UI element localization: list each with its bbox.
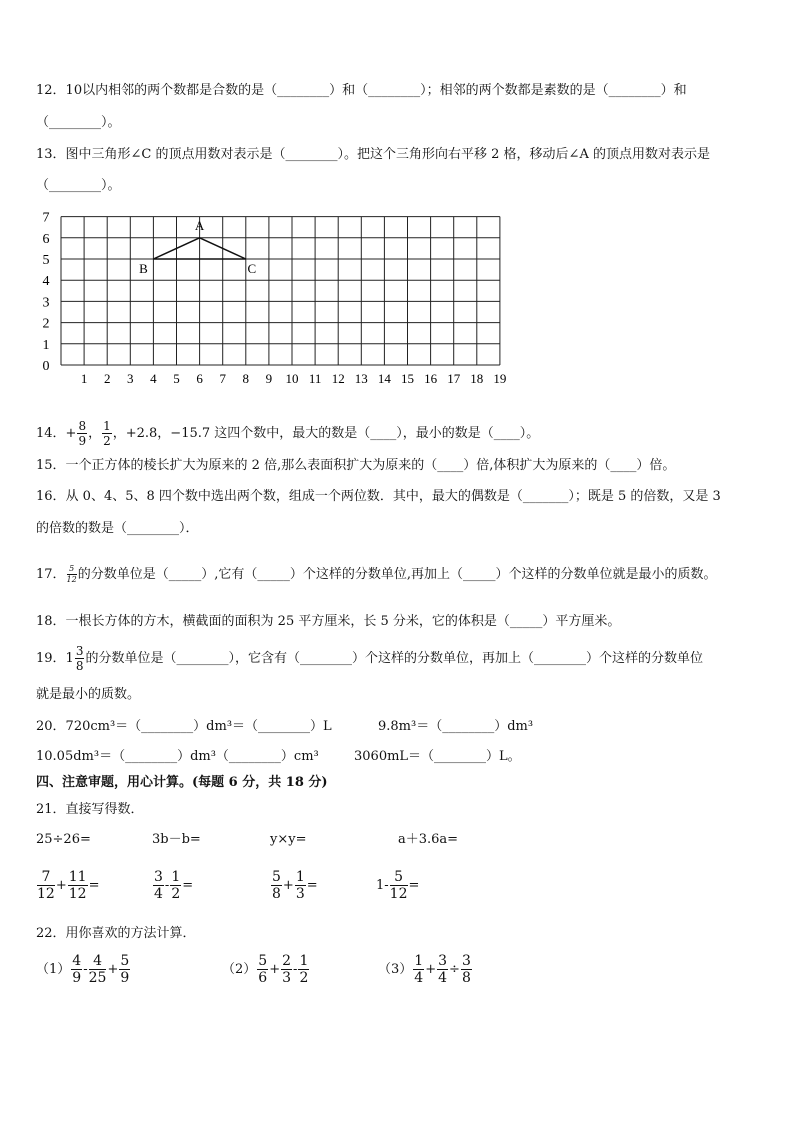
q18: 18．一根长方体的方木，横截面的面积为 25 平方厘米，长 5 分米，它的体积是（_____）平方厘米。 <box>36 614 621 629</box>
fraction-5-12-small: $\frac{5}{12}$ <box>66 564 77 584</box>
vertex-label-a: A <box>194 217 205 233</box>
q20-c: 10.05dm³＝（________）dm³（________）cm³ <box>36 749 319 764</box>
y-tick-label: 4 <box>42 274 50 290</box>
vertex-label-b: B <box>139 261 148 276</box>
q13-line1: 13．图中三角形∠C 的顶点用数对表示是（________）。把这个三角形向右平移 2 格，移动后∠A 的顶点用数对表示是 <box>36 147 710 162</box>
x-tick-label: 2 <box>103 371 111 386</box>
q20-d: 3060mL＝（________）L。 <box>354 749 521 764</box>
x-tick-label: 19 <box>493 371 506 386</box>
x-tick-label: 9 <box>265 371 273 386</box>
q22-problem1: （1） $\frac{4}{9}$ - $\frac{4}{25}$ + $\frac{5}{9}$ <box>36 953 130 986</box>
q21-r1-c4: a＋3.6a= <box>398 832 459 847</box>
q17 <box>36 562 717 588</box>
q19-rest: 的分数单位是（________），它含有（________）个这样的分数单位，再加上（________）个这样的分数单位 <box>85 651 703 666</box>
x-tick-label: 15 <box>401 371 414 386</box>
q19-prefix: 19． <box>36 651 66 666</box>
q13-line2: （________）。 <box>36 178 121 193</box>
x-tick-label: 6 <box>196 371 203 386</box>
section4-heading: 四、注意审题，用心计算。(每题 6 分，共 18 分) <box>36 775 328 790</box>
x-tick-label: 5 <box>173 371 180 386</box>
y-tick-label: 1 <box>42 337 50 353</box>
x-tick-label: 18 <box>470 371 484 386</box>
q20-b: 9.8m³＝（________）dm³ <box>378 719 534 734</box>
q14-prefix: 14．+ <box>36 426 77 441</box>
q19-line1 <box>36 645 703 673</box>
x-tick-label: 16 <box>424 371 438 386</box>
x-tick-label: 8 <box>242 371 250 386</box>
vertex-label-c: C <box>247 261 257 276</box>
grid-x-axis-labels <box>81 371 506 386</box>
q22-problem3: （3） $\frac{1}{4}$ + $\frac{3}{4}$ ÷ $\frac{3}{8}$ <box>378 953 471 986</box>
q15: 15．一个正方体的棱长扩大为原来的 2 倍,那么表面积扩大为原来的（____）倍,体积扩大为原来的（____）倍。 <box>36 458 676 473</box>
y-tick-label: 5 <box>42 253 50 268</box>
q21-expr4: 1- $\frac{5}{12}$ = <box>376 869 420 902</box>
y-tick-label: 3 <box>42 295 50 311</box>
q14-sep: ， <box>88 426 102 441</box>
q12-line1: 12．10以内相邻的两个数都是合数的是（________）和（________）；相邻的两个数都是素数的是（________）和 <box>36 83 687 98</box>
q21-expr2: $\frac{3}{4}$ - $\frac{1}{2}$ = <box>154 869 194 902</box>
q21-r1-c2: 3b－b= <box>152 832 201 847</box>
x-tick-label: 4 <box>150 371 157 386</box>
q17-prefix: 17． <box>36 567 66 582</box>
fraction-3-8: $\frac{3}{8}$ <box>75 644 84 673</box>
x-tick-label: 10 <box>285 371 299 386</box>
x-tick-label: 12 <box>331 371 345 386</box>
y-tick-label: 7 <box>42 210 50 226</box>
q21-r1-c3: y×y= <box>270 832 307 847</box>
q21-title: 21．直接写得数． <box>36 802 144 817</box>
fraction-8-9: $\frac{8}{9}$ <box>78 419 87 448</box>
q22-title: 22．用你喜欢的方法计算． <box>36 926 196 941</box>
grid-y-axis-labels <box>43 211 50 374</box>
q22-problem2: （2） $\frac{5}{6}$ + $\frac{2}{3}$ - $\frac{1}{2}$ <box>222 953 309 986</box>
q21-expr3: $\frac{5}{8}$ + $\frac{1}{3}$ = <box>272 869 318 902</box>
fraction-1-2: $\frac{1}{2}$ <box>103 419 111 448</box>
y-tick-label: 2 <box>42 316 50 332</box>
y-tick-label: 6 <box>42 231 50 247</box>
x-tick-label: 7 <box>219 371 226 386</box>
q21-r1-c1: 25÷26= <box>36 832 91 847</box>
x-tick-label: 17 <box>447 371 461 386</box>
x-tick-label: 11 <box>308 371 322 386</box>
triangle-abc <box>139 218 256 276</box>
y-tick-label: 0 <box>42 359 50 374</box>
mixed-whole: 1 <box>65 651 74 666</box>
x-tick-label: 14 <box>377 371 391 386</box>
q16-line2: 的倍数的数是（________）． <box>36 521 199 536</box>
q19-line2: 就是最小的质数。 <box>36 687 141 702</box>
grid-lines <box>61 217 500 365</box>
x-tick-label: 3 <box>127 371 134 386</box>
q21-expr1: $\frac{7}{12}$ + $\frac{11}{12}$ = <box>37 869 100 902</box>
q14-rest: ，+2.8，−15.7 这四个数中，最大的数是（____），最小的数是（____）。 <box>112 426 540 441</box>
x-tick-label: 1 <box>80 371 88 386</box>
q20-a: 20．720cm³＝（________）dm³＝（________）L <box>36 719 332 734</box>
q12-line2: （________）。 <box>36 115 121 130</box>
coordinate-grid <box>36 205 506 390</box>
x-tick-label: 13 <box>354 371 368 386</box>
q16-line1: 16．从 0、4、5、8 四个数中选出两个数，组成一个两位数．其中，最大的偶数是（_______）；既是 5 的倍数，又是 3 <box>36 489 721 504</box>
q14 <box>36 420 539 447</box>
q17-rest: 的分数单位是（_____）,它有（_____）个这样的分数单位,再加上（_____）个这样的分数单位就是最小的质数。 <box>77 567 717 582</box>
